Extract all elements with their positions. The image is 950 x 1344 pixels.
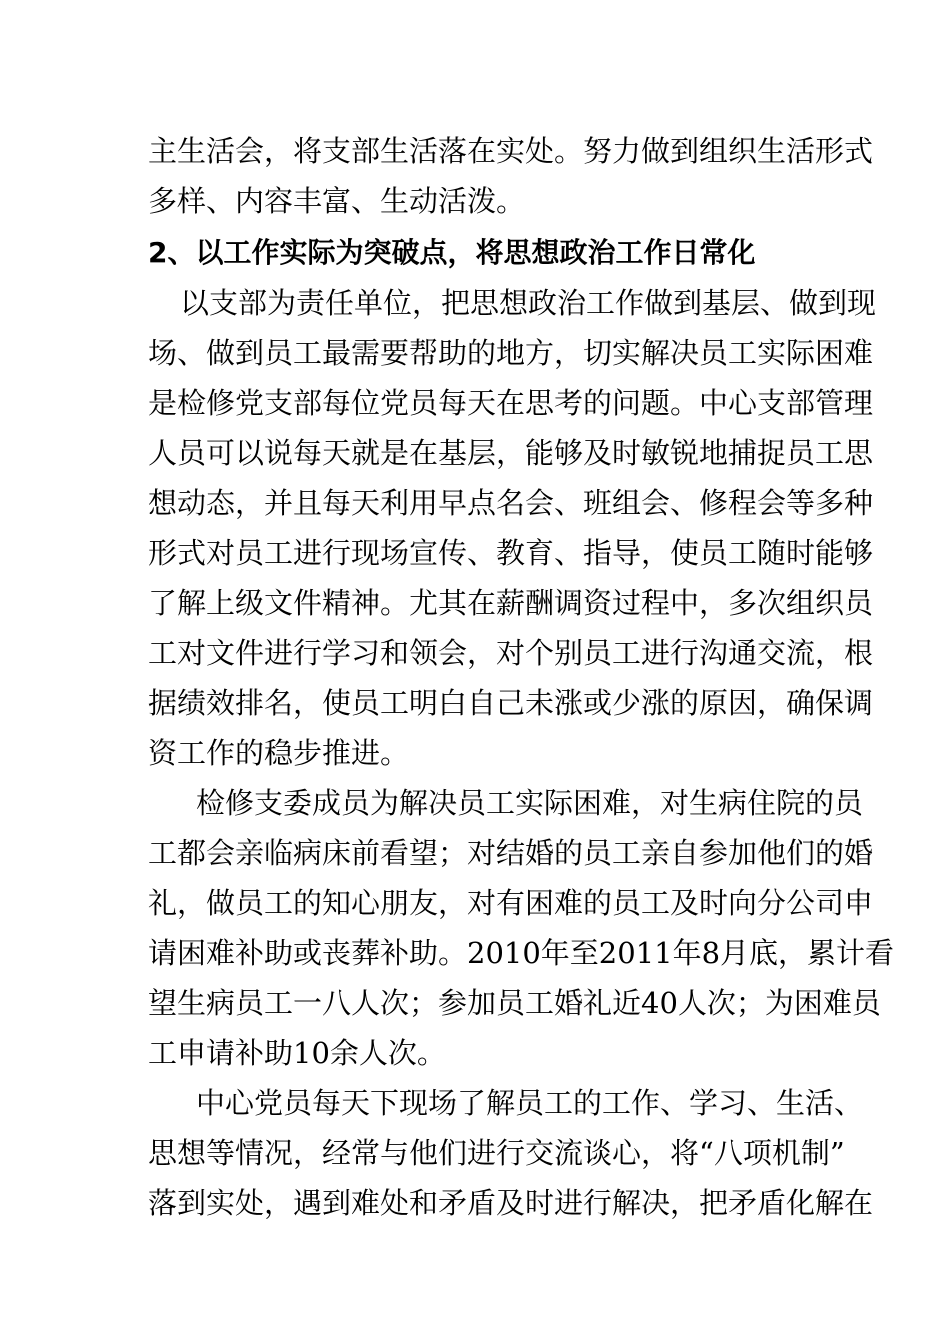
- body-text-line: 工都会亲临病床前看望；对结婚的员工亲自参加他们的婚: [148, 836, 874, 870]
- body-text-line: 是检修党支部每位党员每天在思考的问题。中心支部管理: [148, 386, 874, 420]
- body-text-line: 主生活会，将支部生活落在实处。努力做到组织生活形式: [148, 134, 874, 168]
- body-text-line: 请困难补助或丧葬补助。2010年至2011年8月底，累计看: [148, 936, 895, 970]
- body-text-line: 想动态，并且每天利用早点名会、班组会、修程会等多种: [148, 486, 874, 520]
- body-text-line: 了解上级文件精神。尤其在薪酬调资过程中，多次组织员: [148, 586, 874, 620]
- body-text-line: 人员可以说每天就是在基层，能够及时敏锐地捕捉员工思: [148, 436, 874, 470]
- body-text-line: 思想等情况，经常与他们进行交流谈心，将“八项机制”: [148, 1136, 845, 1170]
- body-text-line: 场、做到员工最需要帮助的地方，切实解决员工实际困难: [148, 336, 874, 370]
- body-text-line: 礼，做员工的知心朋友，对有困难的员工及时向分公司申: [148, 886, 874, 920]
- body-text-line: 形式对员工进行现场宣传、教育、指导，使员工随时能够: [148, 536, 874, 570]
- body-text-line: 中心党员每天下现场了解员工的工作、学习、生活、: [196, 1086, 864, 1120]
- body-text-line: 检修支委成员为解决员工实际困难，对生病住院的员: [196, 786, 864, 820]
- body-text-line: 落到实处，遇到难处和矛盾及时进行解决，把矛盾化解在: [148, 1186, 874, 1220]
- body-text-line: 工申请补助10余人次。: [148, 1036, 446, 1070]
- body-text-line: 多样、内容丰富、生动活泼。: [148, 184, 526, 218]
- body-text-line: 资工作的稳步推进。: [148, 736, 410, 770]
- body-text-line: 工对文件进行学习和领会，对个别员工进行沟通交流，根: [148, 636, 874, 670]
- body-text-line: 望生病员工一八人次；参加员工婚礼近40人次；为困难员: [148, 986, 881, 1020]
- body-text-line: 据绩效排名，使员工明白自己未涨或少涨的原因，确保调: [148, 686, 874, 720]
- section-heading: 2、以工作实际为突破点，将思想政治工作日常化: [148, 236, 756, 269]
- body-text-line: 以支部为责任单位，把思想政治工作做到基层、做到现: [180, 286, 877, 320]
